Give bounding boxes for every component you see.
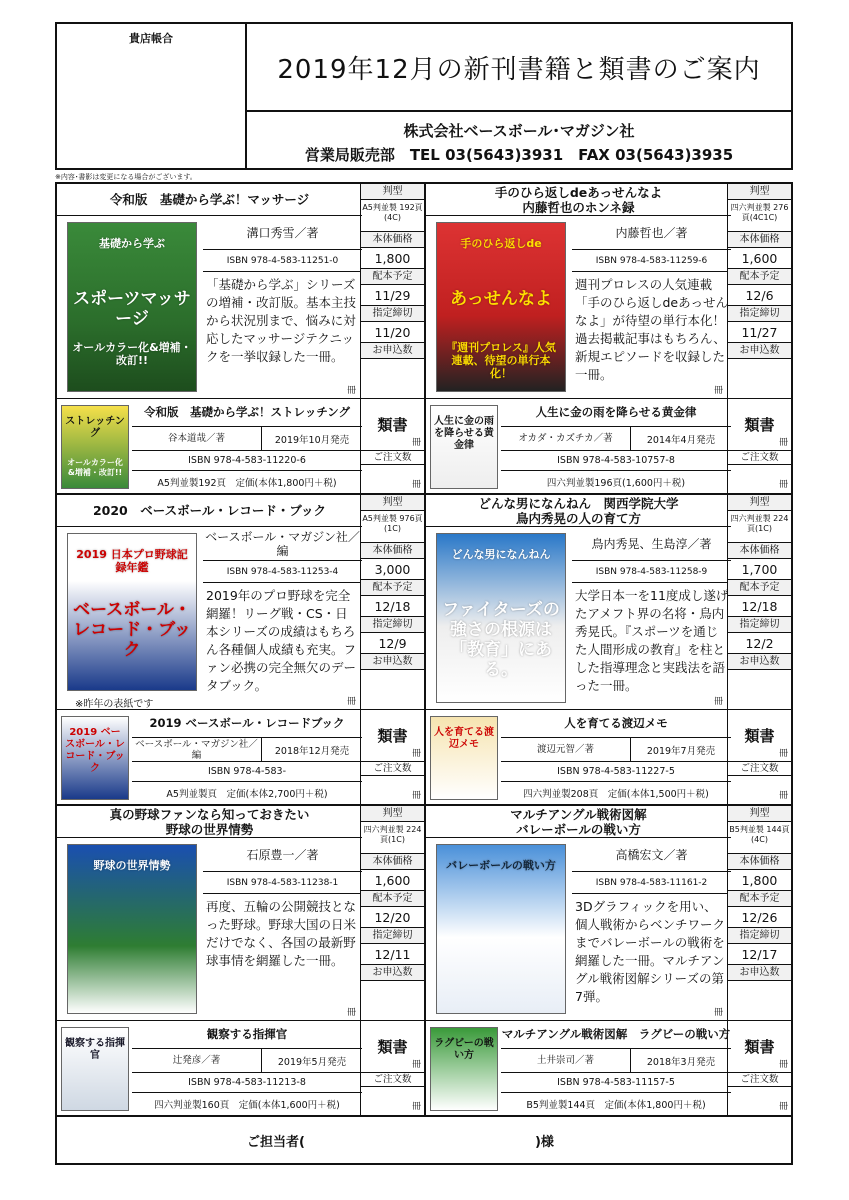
book-title-line: 2020 ベースボール・レコード・ブック <box>92 503 327 518</box>
book-row <box>57 495 791 806</box>
related-cover-image <box>61 1027 129 1111</box>
order-count-label: ご注文数 <box>361 1073 424 1087</box>
ruisho-label: 類書 <box>728 710 791 762</box>
book-isbn: ISBN 978-4-583-11251-0 <box>203 250 362 272</box>
book-title <box>426 495 731 527</box>
contact-info: 営業局販売部 TEL 03(5643)3931 FAX 03(5643)3935 <box>304 146 734 164</box>
order-count-label: ご注文数 <box>728 1073 791 1087</box>
related-release: 2018年3月発売 <box>646 1056 716 1068</box>
satsu-label: 冊 <box>778 749 788 759</box>
format-value: A5判並製 976頁(1C) <box>361 511 424 543</box>
satsu-label: 冊 <box>713 1008 723 1018</box>
book-cell <box>57 806 424 1115</box>
related-title: 令和版 基礎から学ぶ！ストレッチング <box>132 399 362 427</box>
related-entry <box>426 399 791 493</box>
cover-text: あっせんなよ <box>450 289 552 309</box>
order-label: お申込数 <box>361 343 424 359</box>
cover-text: どんな男になんねん <box>451 548 551 561</box>
book-cell <box>57 184 424 493</box>
related-order-field[interactable] <box>361 776 424 803</box>
header <box>55 22 793 170</box>
contact-person-label: ご担当者( <box>247 1134 305 1150</box>
price-value: 1,600 <box>361 870 424 891</box>
cover-text: ファイターズの強さの根源は「教育」にある。 <box>442 600 560 680</box>
cover-text: 2019 日本プロ野球記録年鑑 <box>76 548 188 574</box>
book-cell <box>424 806 791 1115</box>
related-order-column <box>727 1021 791 1115</box>
deadline-value: 12/2 <box>728 633 791 654</box>
book-title-line: 野球の世界情勢 <box>165 821 254 837</box>
related-info <box>132 710 362 804</box>
related-order-field[interactable] <box>361 1087 424 1114</box>
related-cover-image <box>61 405 129 489</box>
related-spec: A5判並製頁 定価(本体2,700円＋税) <box>166 789 328 800</box>
related-order-field[interactable] <box>361 465 424 492</box>
related-author: オカダ・カズチカ／著 <box>501 427 631 450</box>
cover-text: スポーツマッサージ <box>73 289 191 329</box>
format-label: 判型 <box>361 806 424 822</box>
related-entry <box>57 399 424 493</box>
contact-person-row[interactable] <box>57 1117 791 1163</box>
related-cover-text: 2019 ベースボール・レコード・ブック <box>65 727 125 774</box>
related-cover-image <box>61 716 129 800</box>
change-note: ※内容･書影は変更になる場合がございます。 <box>55 173 197 181</box>
book-grid <box>55 182 793 1165</box>
page-title: 2019年12月の新刊書籍と類書のご案内 <box>247 24 791 112</box>
related-order-field[interactable] <box>728 1087 791 1114</box>
format-value: 四六判並製 276頁(4C1C) <box>728 200 791 232</box>
book-title-line: マルチアングル戦術図解 <box>510 806 647 822</box>
format-label: 判型 <box>361 495 424 511</box>
related-author: 辻発彦／著 <box>132 1049 262 1072</box>
book-cell <box>424 184 791 493</box>
book-cell <box>57 495 424 804</box>
order-label: お申込数 <box>728 965 791 981</box>
book-title-line: 真の野球ファンなら知っておきたい <box>109 806 310 822</box>
store-stamp-box[interactable] <box>57 24 247 168</box>
related-release: 2018年12月発売 <box>274 745 350 757</box>
related-author: 土井崇司／著 <box>501 1049 631 1072</box>
related-release: 2014年4月発売 <box>646 434 716 446</box>
related-cover-image <box>430 716 498 800</box>
price-value: 1,800 <box>728 870 791 891</box>
company-name: 株式会社ベースボール･マガジン社 <box>403 122 635 140</box>
book-cell <box>424 495 791 804</box>
book-cover-image <box>436 222 566 392</box>
deadline-value: 12/9 <box>361 633 424 654</box>
order-label: お申込数 <box>728 343 791 359</box>
price-value: 3,000 <box>361 559 424 580</box>
related-isbn: ISBN 978-4-583-10757-8 <box>501 451 731 471</box>
related-isbn: ISBN 978-4-583-11227-5 <box>501 762 731 782</box>
format-value: B5判並製 144頁(4C) <box>728 822 791 854</box>
book-row <box>57 806 791 1117</box>
book-title-line: 令和版 基礎から学ぶ！マッサージ <box>109 192 310 207</box>
related-title: 人を育てる渡辺メモ <box>501 710 731 738</box>
satsu-label: 冊 <box>411 749 421 759</box>
related-cover-text: オールカラー化&増補・改訂!! <box>67 458 123 477</box>
book-row <box>57 184 791 495</box>
deadline-label: 指定締切 <box>361 617 424 633</box>
price-label: 本体価格 <box>728 854 791 870</box>
cover-text: 手のひら返しde <box>460 237 542 250</box>
order-label: お申込数 <box>361 654 424 670</box>
ruisho-label: 類書 <box>728 1021 791 1073</box>
book-description: 3Dグラフィックを用い、個人戦術からベンチワークまでバレーボールの戦術を網羅した一冊。マルチアングル戦術図解シリーズの第7弾。 <box>575 899 726 1004</box>
release-value: 12/18 <box>728 596 791 617</box>
book-description: 「基礎から学ぶ」シリーズの増補・改訂版。基本主技から状況別まで、悩みに対応したマッサージテクニックを一挙収録した一冊。 <box>206 277 357 364</box>
ruisho-label: 類書 <box>728 399 791 451</box>
format-value: 四六判並製 224頁(1C) <box>728 511 791 543</box>
related-info <box>132 399 362 493</box>
related-cover-text: 観察する指揮官 <box>65 1038 125 1061</box>
release-value: 12/26 <box>728 907 791 928</box>
related-title: 観察する指揮官 <box>132 1021 362 1049</box>
format-label: 判型 <box>728 184 791 200</box>
book-cover-image <box>436 533 566 703</box>
price-label: 本体価格 <box>728 232 791 248</box>
satsu-label: 冊 <box>713 697 723 707</box>
related-entry <box>57 710 424 804</box>
deadline-label: 指定締切 <box>728 617 791 633</box>
book-cover-image <box>67 844 197 1014</box>
related-isbn: ISBN 978-4-583-11220-6 <box>132 451 362 471</box>
related-order-column <box>360 399 424 493</box>
order-count-label: ご注文数 <box>728 451 791 465</box>
contact-person-suffix: )様 <box>534 1134 554 1150</box>
book-author: 高橋宏文／著 <box>572 838 731 872</box>
related-order-column <box>360 1021 424 1115</box>
book-description: 2019年のプロ野球を完全網羅！リーグ戦・CS・日本シリーズの成績はもちろん各種個人成績も充実。ファン必携の完全無欠のデータブック。 <box>206 588 357 693</box>
deadline-value: 11/20 <box>361 322 424 343</box>
related-author: 谷本道哉／著 <box>132 427 262 450</box>
deadline-label: 指定締切 <box>361 928 424 944</box>
deadline-label: 指定締切 <box>361 306 424 322</box>
format-label: 判型 <box>728 495 791 511</box>
book-title <box>57 184 362 216</box>
related-release: 2019年7月発売 <box>646 745 716 757</box>
book-author: 鳥内秀晃、生島淳／著 <box>572 527 731 561</box>
deadline-label: 指定締切 <box>728 306 791 322</box>
satsu-label: 冊 <box>778 438 788 448</box>
release-label: 配本予定 <box>728 891 791 907</box>
satsu-label: 冊 <box>778 1102 788 1112</box>
release-label: 配本予定 <box>728 580 791 596</box>
format-label: 判型 <box>361 184 424 200</box>
related-entry <box>426 1021 791 1115</box>
related-title: マルチアングル戦術図解 ラグビーの戦い方 <box>501 1021 731 1049</box>
related-order-column <box>360 710 424 804</box>
satsu-label: 冊 <box>346 386 356 396</box>
book-title-line: 内藤哲也のホンネ録 <box>522 199 635 215</box>
related-isbn: ISBN 978-4-583-11213-8 <box>132 1073 362 1093</box>
related-order-column <box>727 710 791 804</box>
book-author: ベースボール・マガジン社／編 <box>203 527 362 561</box>
satsu-label: 冊 <box>778 791 788 801</box>
book-author: 内藤哲也／著 <box>572 216 731 250</box>
deadline-value: 11/27 <box>728 322 791 343</box>
satsu-label: 冊 <box>411 1060 421 1070</box>
satsu-label: 冊 <box>411 480 421 490</box>
book-description: 再度、五輪の公開競技となった野球。野球大国の日米だけでなく、各国の最新野球事情を網羅した一冊。 <box>206 899 357 968</box>
related-cover-image <box>430 405 498 489</box>
related-spec: 四六判並製196頁(1,600円＋税) <box>546 478 686 489</box>
related-info <box>501 399 731 493</box>
cover-text: 『週刊プロレス』人気連載、待望の単行本化！ <box>446 341 556 380</box>
satsu-label: 冊 <box>778 1060 788 1070</box>
related-spec: B5判並製144頁 定価(本体1,800円＋税) <box>526 1100 706 1111</box>
release-label: 配本予定 <box>361 580 424 596</box>
cover-note: ※昨年の表紙です <box>75 699 154 710</box>
order-count-label: ご注文数 <box>728 762 791 776</box>
release-label: 配本予定 <box>361 269 424 285</box>
satsu-label: 冊 <box>411 438 421 448</box>
related-order-column <box>727 399 791 493</box>
satsu-label: 冊 <box>411 791 421 801</box>
related-cover-text: ラグビーの戦い方 <box>434 1038 494 1061</box>
related-cover-text: 人生に金の雨を降らせる黄金律 <box>434 416 494 451</box>
price-label: 本体価格 <box>361 854 424 870</box>
release-label: 配本予定 <box>361 891 424 907</box>
ruisho-label: 類書 <box>361 1021 424 1073</box>
release-label: 配本予定 <box>728 269 791 285</box>
order-count-label: ご注文数 <box>361 451 424 465</box>
order-label: お申込数 <box>361 965 424 981</box>
price-value: 1,600 <box>728 248 791 269</box>
release-value: 12/18 <box>361 596 424 617</box>
price-label: 本体価格 <box>728 543 791 559</box>
price-label: 本体価格 <box>361 232 424 248</box>
release-value: 12/20 <box>361 907 424 928</box>
related-title: 人生に金の雨を降らせる黄金律 <box>501 399 731 427</box>
book-title <box>57 806 362 838</box>
book-isbn: ISBN 978-4-583-11259-6 <box>572 250 731 272</box>
related-cover-text: 人を育てる渡辺メモ <box>434 727 494 750</box>
cover-text: バレーボールの戦い方 <box>446 859 556 872</box>
related-info <box>501 1021 731 1115</box>
related-order-field[interactable] <box>728 776 791 803</box>
book-title <box>57 495 362 527</box>
related-spec: 四六判並製160頁 定価(本体1,600円＋税) <box>154 1100 340 1111</box>
related-cover-image <box>430 1027 498 1111</box>
release-value: 11/29 <box>361 285 424 306</box>
satsu-label: 冊 <box>411 1102 421 1112</box>
release-value: 12/6 <box>728 285 791 306</box>
format-label: 判型 <box>728 806 791 822</box>
related-author: 渡辺元智／著 <box>501 738 631 761</box>
deadline-value: 12/11 <box>361 944 424 965</box>
stamp-label: 貴店帳合 <box>129 32 173 45</box>
order-label: お申込数 <box>728 654 791 670</box>
book-isbn: ISBN 978-4-583-11258-9 <box>572 561 731 583</box>
related-order-field[interactable] <box>728 465 791 492</box>
related-isbn: ISBN 978-4-583-11157-5 <box>501 1073 731 1093</box>
related-spec: 四六判並製208頁 定価(本体1,500円＋税) <box>523 789 709 800</box>
book-title <box>426 184 731 216</box>
related-entry <box>57 1021 424 1115</box>
cover-text: 基礎から学ぶ <box>99 237 165 250</box>
book-author: 溝口秀雪／著 <box>203 216 362 250</box>
price-value: 1,800 <box>361 248 424 269</box>
book-title-line: バレーボールの戦い方 <box>516 821 641 837</box>
satsu-label: 冊 <box>778 480 788 490</box>
format-value: 四六判並製 224頁(1C) <box>361 822 424 854</box>
ruisho-label: 類書 <box>361 399 424 451</box>
book-cover-image <box>67 222 197 392</box>
book-isbn: ISBN 978-4-583-11253-4 <box>203 561 362 583</box>
book-title-line: 鳥内秀晃の人の育て方 <box>515 510 641 526</box>
satsu-label: 冊 <box>346 697 356 707</box>
book-description: 週刊プロレスの人気連載「手のひら返しdeあっせんなよ」が待望の単行本化！過去掲載記事はもちろん、新規エピソードを収録した一冊。 <box>575 277 729 382</box>
price-label: 本体価格 <box>361 543 424 559</box>
ruisho-label: 類書 <box>361 710 424 762</box>
book-cover-image <box>436 844 566 1014</box>
related-info <box>501 710 731 804</box>
order-count-label: ご注文数 <box>361 762 424 776</box>
book-title-line: どんな男になんねん 関西学院大学 <box>478 495 679 511</box>
related-isbn: ISBN 978-4-583- <box>132 762 362 782</box>
cover-text: ベースボール・レコード・ブック <box>73 600 191 660</box>
book-isbn: ISBN 978-4-583-11238-1 <box>203 872 362 894</box>
book-description: 大学日本一を11度成し遂げたアメフト界の名将・鳥内秀晃氏。『スポーツを通じた人間形成の教育』を柱とした指導理念と実践法を語った一冊。 <box>575 588 729 693</box>
related-author: ベースボール・マガジン社／編 <box>132 738 262 761</box>
cover-text: 野球の世界情勢 <box>93 859 171 872</box>
book-author: 石原豊一／著 <box>203 838 362 872</box>
format-value: A5判並製 192頁(4C) <box>361 200 424 232</box>
related-spec: A5判並製192頁 定価(本体1,800円＋税) <box>157 478 337 489</box>
book-title-line: 手のひら返しdeあっせんなよ <box>494 184 663 200</box>
related-title: 2019 ベースボール・レコードブック <box>132 710 362 738</box>
price-value: 1,700 <box>728 559 791 580</box>
book-cover-image <box>67 533 197 691</box>
deadline-label: 指定締切 <box>728 928 791 944</box>
deadline-value: 12/17 <box>728 944 791 965</box>
satsu-label: 冊 <box>713 386 723 396</box>
related-info <box>132 1021 362 1115</box>
book-title <box>426 806 731 838</box>
related-cover-text: ストレッチング <box>65 416 125 439</box>
order-sheet <box>55 22 793 1150</box>
related-entry <box>426 710 791 804</box>
satsu-label: 冊 <box>346 1008 356 1018</box>
related-release: 2019年10月発売 <box>274 434 350 446</box>
cover-text: オールカラー化&増補・改訂!! <box>72 341 192 367</box>
related-release: 2019年5月発売 <box>277 1056 347 1068</box>
book-isbn: ISBN 978-4-583-11161-2 <box>572 872 731 894</box>
